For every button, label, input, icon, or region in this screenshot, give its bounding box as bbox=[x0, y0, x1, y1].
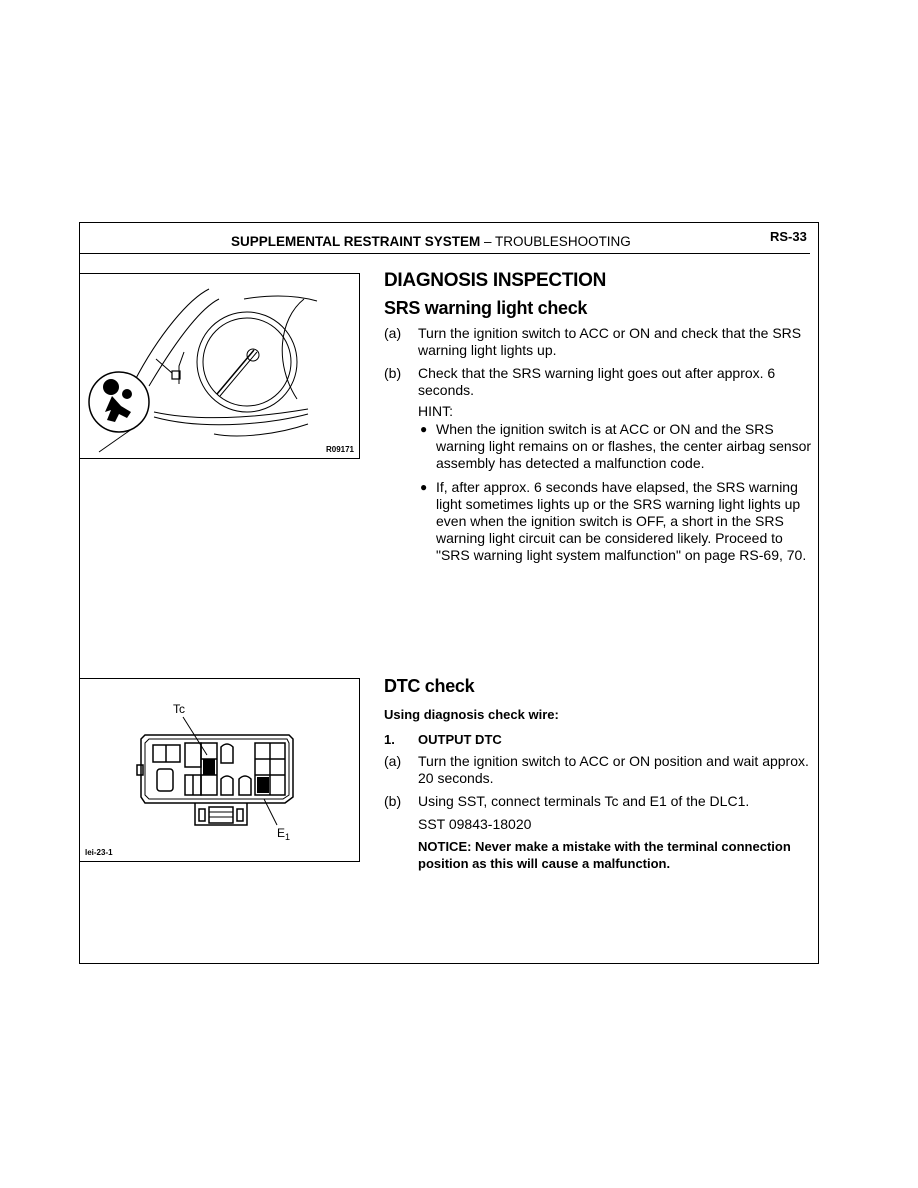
bullet-icon: ● bbox=[420, 480, 428, 494]
terminal-e1 bbox=[257, 777, 269, 793]
using-heading: Using diagnosis check wire: bbox=[384, 707, 559, 722]
hint-bullet bbox=[418, 421, 814, 472]
step-label: (a) bbox=[384, 325, 402, 341]
step-text: Using SST, connect terminals Tc and E1 of the DLC1. bbox=[418, 793, 750, 809]
page-number: RS-33 bbox=[770, 229, 807, 244]
step-b bbox=[384, 365, 814, 399]
bullet-icon: ● bbox=[420, 422, 428, 436]
step-text: Check that the SRS warning light goes out after approx. 6 seconds. bbox=[418, 365, 776, 398]
step-label: (b) bbox=[384, 365, 402, 381]
step-text: Turn the ignition switch to ACC or ON position and wait approx. 20 seconds. bbox=[418, 753, 809, 786]
label-tc: Tc bbox=[173, 702, 185, 716]
header-title-bold: SUPPLEMENTAL RESTRAINT SYSTEM bbox=[231, 234, 481, 249]
step-text: Turn the ignition switch to ACC or ON and check that the SRS warning light lights up. bbox=[418, 325, 802, 358]
dlc1-connector-diagram bbox=[79, 679, 360, 863]
airbag-icon bbox=[89, 372, 149, 432]
page-header-title bbox=[231, 234, 631, 249]
figure-dlc1-connector bbox=[79, 678, 360, 862]
step-label: (b) bbox=[384, 793, 402, 809]
figure-code: R09171 bbox=[325, 445, 354, 454]
hint-label: HINT: bbox=[418, 403, 453, 419]
header-title-rest: – TROUBLESHOOTING bbox=[480, 234, 631, 249]
bullet-text: If, after approx. 6 seconds have elapsed, the SRS warning light sometimes lights up or the SRS warning light lights up even when the ignition switch is OFF, a short in the SRS warning light circuit can be considered likely. Proceed to "SRS warning light system malfunction" on page RS-69, 70. bbox=[436, 479, 807, 563]
dtc-step-b bbox=[384, 793, 814, 810]
output-dtc-heading bbox=[384, 732, 814, 747]
dtc-step-a bbox=[384, 753, 814, 787]
bullet-text: When the ignition switch is at ACC or ON and the SRS warning light remains on or flashes, the center airbag sensor assembly has detected a malfunction code. bbox=[436, 421, 812, 471]
dtc-section bbox=[384, 676, 814, 872]
figure-srs-warning-light bbox=[79, 273, 360, 459]
output-label: OUTPUT DTC bbox=[418, 732, 502, 747]
terminal-tc bbox=[203, 759, 215, 775]
instrument-cluster-illustration bbox=[79, 274, 360, 460]
step-label: (a) bbox=[384, 753, 402, 769]
dtc-title: DTC check bbox=[384, 676, 475, 696]
notice-text: NOTICE: Never make a mistake with the terminal connection position as this will cause a malfunction. bbox=[418, 839, 791, 871]
subsection-title: SRS warning light check bbox=[384, 298, 588, 318]
diagnosis-section bbox=[384, 270, 814, 564]
label-e1: $E_1$ bbox=[277, 826, 291, 842]
header-rule bbox=[79, 253, 810, 254]
sst-number: SST 09843-18020 bbox=[418, 816, 532, 832]
output-number: 1. bbox=[384, 732, 395, 747]
hint-bullet bbox=[418, 479, 814, 564]
figure-code: lei-23-1 bbox=[85, 848, 113, 857]
section-title: DIAGNOSIS INSPECTION bbox=[384, 270, 607, 291]
step-a bbox=[384, 325, 814, 359]
